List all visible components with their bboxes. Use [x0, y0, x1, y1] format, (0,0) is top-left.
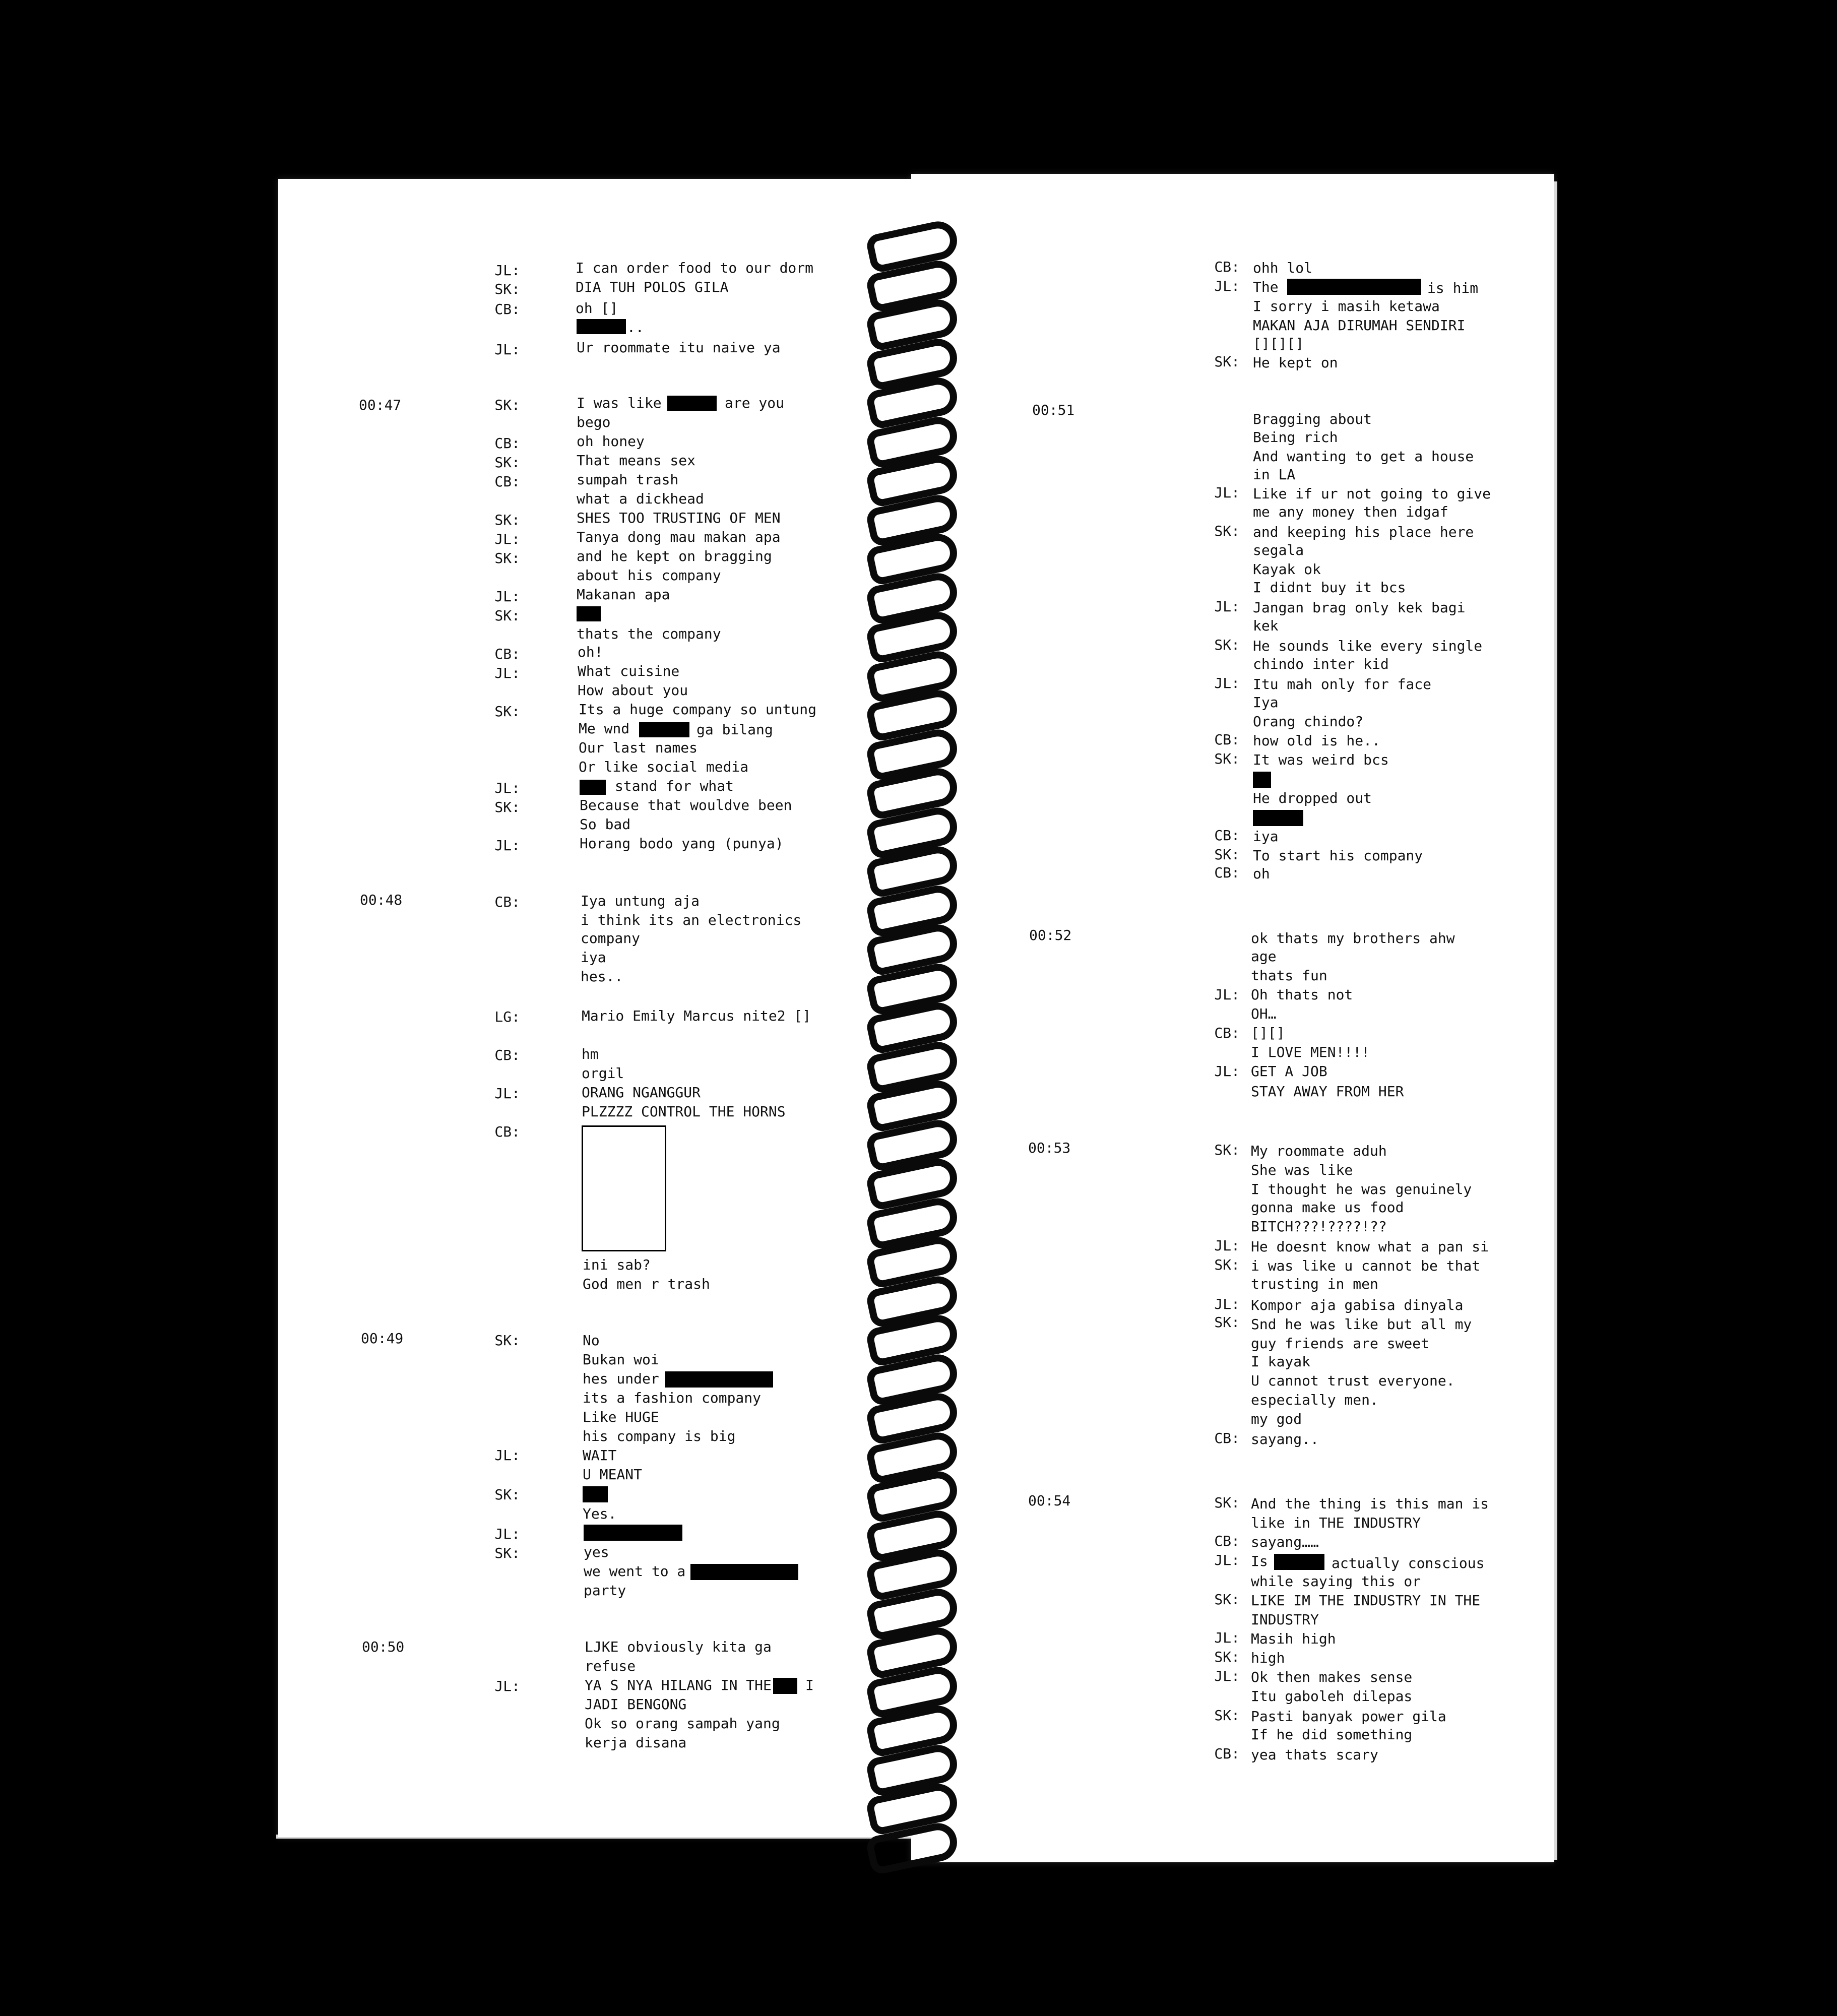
chat-line: Pasti banyak power gila [1251, 1708, 1446, 1725]
chat-line: thats the company [577, 625, 721, 642]
chat-line: me any money then idgaf [1253, 503, 1448, 520]
chat-line: He doesnt know what a pan si [1251, 1238, 1489, 1255]
chat-line: LJKE obviously kita ga [585, 1639, 772, 1655]
chat-line: Our last names [579, 739, 698, 756]
chat-line: If he did something [1251, 1726, 1413, 1743]
chat-line: sayang…… [1251, 1534, 1319, 1550]
chat-line: I [805, 1677, 814, 1693]
speaker-label: JL: [1214, 278, 1240, 294]
chat-line: party [584, 1582, 626, 1599]
chat-line: No [583, 1332, 600, 1349]
timestamp: 00:50 [362, 1639, 405, 1655]
chat-line: How about you [578, 682, 688, 699]
chat-line: That means sex [577, 452, 696, 469]
chat-line: Kayak ok [1253, 561, 1321, 578]
chat-line: refuse [585, 1658, 636, 1674]
redaction-bar [639, 722, 689, 737]
speaker-label: SK: [494, 1486, 520, 1503]
speaker-label: JL: [494, 1678, 520, 1694]
chat-line: I can order food to our dorm [576, 260, 814, 276]
speaker-label: JL: [1214, 484, 1240, 501]
chat-line: my god [1251, 1411, 1302, 1427]
chat-line: I didnt buy it bcs [1253, 579, 1406, 596]
speaker-label: SK: [494, 607, 520, 624]
speaker-label: JL: [494, 588, 520, 605]
speaker-label: SK: [1214, 353, 1240, 370]
speaker-label: JL: [494, 1447, 520, 1464]
speaker-label: SK: [1214, 523, 1240, 539]
speaker-label: CB: [1214, 1533, 1240, 1549]
speaker-label: CB: [1214, 259, 1240, 275]
chat-line: Its a huge company so untung [579, 701, 817, 718]
chat-line: Oh thats not [1251, 986, 1353, 1003]
chat-line: BITCH???!????!?? [1251, 1218, 1387, 1235]
speaker-label: JL: [1214, 1552, 1240, 1568]
redaction-bar [667, 396, 717, 411]
chat-line: YA S NYA HILANG IN THE [585, 1677, 772, 1693]
chat-line: iya [581, 949, 606, 966]
chat-line: sayang.. [1251, 1431, 1319, 1447]
speaker-label: SK: [1214, 846, 1240, 863]
image-placeholder [582, 1125, 666, 1251]
speaker-label: JL: [1214, 1237, 1240, 1254]
chat-line: Is [1251, 1553, 1268, 1569]
chat-line: Iya untung aja [581, 893, 700, 909]
speaker-label: JL: [1214, 1063, 1240, 1080]
chat-line: LIKE IM THE INDUSTRY IN THE [1251, 1592, 1481, 1609]
chat-line: thats fun [1251, 967, 1327, 984]
speaker-label: SK: [494, 512, 520, 528]
chat-line: Orang chindo? [1253, 713, 1364, 730]
chat-line: hm [582, 1046, 599, 1062]
chat-line: Iya [1253, 694, 1279, 711]
speaker-label: CB: [494, 435, 520, 452]
chat-line: are you [725, 395, 785, 411]
chat-line: I thought he was genuinely [1251, 1181, 1472, 1198]
speaker-label: CB: [494, 473, 520, 490]
chat-line: age [1251, 948, 1277, 965]
chat-line: company [581, 930, 641, 947]
speaker-label: SK: [1214, 1591, 1240, 1608]
redaction-bar [690, 1564, 798, 1580]
speaker-label: SK: [494, 281, 520, 297]
chat-line: Horang bodo yang (punya) [580, 835, 784, 852]
chat-line: kerja disana [585, 1734, 687, 1751]
speaker-label: SK: [1214, 1256, 1240, 1273]
speaker-label: JL: [494, 531, 520, 547]
chat-line: Or like social media [579, 759, 749, 775]
speaker-label: JL: [494, 780, 520, 796]
chat-line: i think its an electronics [581, 912, 802, 928]
chat-line: ga bilang [696, 721, 773, 738]
speaker-label: JL: [494, 837, 520, 854]
chat-line: U MEANT [583, 1466, 643, 1483]
chat-line: OH… [1251, 1005, 1277, 1022]
speaker-label: JL: [1214, 598, 1240, 615]
speaker-label: SK: [1214, 1314, 1240, 1331]
chat-line: SHES TOO TRUSTING OF MEN [577, 510, 781, 526]
chat-line: ORANG NGANGGUR [582, 1084, 701, 1101]
timestamp: 00:47 [359, 397, 402, 413]
chat-line: its a fashion company [583, 1390, 762, 1406]
chat-line: Yes. [583, 1505, 617, 1522]
chat-line: bego [577, 414, 611, 430]
chat-line: Snd he was like but all my [1251, 1316, 1472, 1333]
speaker-label: SK: [494, 454, 520, 471]
redaction-bar [1287, 279, 1421, 295]
chat-line: GET A JOB [1251, 1063, 1327, 1080]
chat-line: yes [584, 1544, 609, 1560]
speaker-label: SK: [1214, 1494, 1240, 1511]
chat-line: I was like [577, 395, 662, 411]
chat-line: To start his company [1253, 847, 1423, 864]
speaker-label: SK: [1214, 637, 1240, 653]
chat-line: DIA TUH POLOS GILA [576, 279, 729, 295]
chat-line: Because that wouldve been [580, 797, 792, 813]
chat-line: Being rich [1253, 429, 1338, 446]
chat-line: .. [627, 319, 644, 336]
chat-line: orgil [582, 1065, 624, 1082]
chat-line: and keeping his place here [1253, 524, 1474, 540]
chat-line: in LA [1253, 466, 1296, 483]
chat-line: Kompor aja gabisa dinyala [1251, 1297, 1464, 1313]
timestamp: 00:51 [1032, 402, 1075, 418]
chat-line: She was like [1251, 1162, 1353, 1178]
chat-line: is him [1427, 280, 1479, 296]
speaker-label: JL: [1214, 1296, 1240, 1312]
speaker-label: JL: [494, 1526, 520, 1542]
speaker-label: JL: [1214, 675, 1240, 691]
chat-line: and he kept on bragging [577, 548, 772, 564]
chat-line: Mario Emily Marcus nite2 [] [582, 1007, 811, 1024]
chat-line: yea thats scary [1251, 1746, 1378, 1763]
speaker-label: SK: [1214, 1707, 1240, 1724]
chat-line: i was like u cannot be that [1251, 1257, 1481, 1274]
chat-line: chindo inter kid [1253, 656, 1389, 672]
chat-line: Jangan brag only kek bagi [1253, 599, 1466, 616]
timestamp: 00:48 [360, 892, 403, 908]
redaction-bar [665, 1371, 773, 1388]
redaction-bar [1253, 810, 1303, 826]
redaction-bar [1253, 772, 1271, 788]
timestamp: 00:53 [1028, 1140, 1071, 1156]
chat-line: about his company [577, 567, 721, 584]
speaker-label: CB: [494, 1047, 520, 1063]
chat-line: INDUSTRY [1251, 1611, 1319, 1628]
speaker-label: JL: [1214, 1668, 1240, 1684]
chat-line: What cuisine [578, 663, 680, 679]
chat-line: sumpah trash [577, 471, 679, 488]
speaker-label: SK: [494, 703, 520, 720]
chat-line: his company is big [583, 1428, 736, 1444]
speaker-label: SK: [494, 397, 520, 413]
speaker-label: CB: [494, 301, 520, 318]
redaction-bar [773, 1678, 797, 1694]
timestamp: 00:49 [361, 1330, 404, 1347]
chat-line: Ok then makes sense [1251, 1669, 1413, 1685]
chat-line: actually conscious [1332, 1555, 1485, 1571]
chat-line: Ok so orang sampah yang [585, 1715, 780, 1732]
chat-line: Masih high [1251, 1630, 1336, 1647]
speaker-label: SK: [1214, 1142, 1240, 1158]
timestamp: 00:54 [1028, 1492, 1071, 1509]
chat-line: He dropped out [1253, 790, 1372, 806]
chat-line: So bad [580, 816, 631, 833]
chat-line: high [1251, 1650, 1285, 1666]
speaker-label: SK: [494, 799, 520, 815]
chat-line: we went to a [584, 1563, 686, 1580]
speaker-label: CB: [1214, 731, 1240, 748]
chat-line: Bragging about [1253, 411, 1372, 427]
speaker-label: CB: [1214, 827, 1240, 844]
chat-line: trusting in men [1251, 1276, 1378, 1292]
chat-line: The [1253, 279, 1279, 295]
speaker-label: JL: [494, 665, 520, 681]
chat-line: what a dickhead [577, 490, 704, 507]
left-page [278, 179, 912, 1837]
redaction-bar [583, 1486, 608, 1502]
chat-line: WAIT [583, 1447, 617, 1464]
redaction-bar [577, 606, 601, 621]
chat-line: ini sab? [583, 1256, 651, 1273]
chat-line: segala [1253, 542, 1304, 558]
chat-line: stand for what [615, 778, 734, 794]
chat-line: Like HUGE [583, 1409, 659, 1425]
chat-line: Bukan woi [583, 1351, 659, 1368]
speaker-label: LG: [494, 1009, 520, 1025]
chat-line: I sorry i masih ketawa [1253, 298, 1440, 314]
chat-line: how old is he.. [1253, 732, 1380, 749]
speaker-label: CB: [494, 646, 520, 662]
chat-line: hes under [583, 1370, 659, 1387]
chat-line: hes.. [581, 968, 623, 985]
chat-line: [][] [1251, 1025, 1285, 1041]
chat-line: [][][] [1253, 335, 1304, 352]
speaker-label: CB: [1214, 1745, 1240, 1762]
speaker-label: JL: [494, 1085, 520, 1102]
chat-line: He kept on [1253, 354, 1338, 371]
chat-line: oh! [578, 644, 603, 660]
redaction-bar [1274, 1554, 1324, 1570]
chat-line: oh [1253, 865, 1270, 882]
speaker-label: SK: [1214, 1649, 1240, 1665]
chat-line: ohh lol [1253, 260, 1313, 276]
chat-line: STAY AWAY FROM HER [1251, 1083, 1404, 1100]
chat-line: JADI BENGONG [585, 1696, 687, 1713]
chat-line: Tanya dong mau makan apa [577, 529, 781, 545]
redaction-bar [580, 780, 606, 795]
chat-line: MAKAN AJA DIRUMAH SENDIRI [1253, 317, 1466, 334]
chat-line: ok thats my brothers ahw [1251, 930, 1455, 947]
chat-line: oh honey [577, 433, 645, 450]
redaction-bar [577, 319, 626, 334]
speaker-label: CB: [1214, 864, 1240, 881]
speaker-label: SK: [494, 1545, 520, 1561]
speaker-label: JL: [1214, 1629, 1240, 1646]
chat-line: Itu mah only for face [1253, 676, 1432, 692]
speaker-label: CB: [494, 1123, 520, 1140]
speaker-label: SK: [1214, 750, 1240, 767]
chat-line: like in THE INDUSTRY [1251, 1515, 1421, 1531]
chat-line: iya [1253, 828, 1279, 845]
chat-line: It was weird bcs [1253, 751, 1389, 768]
chat-line: I kayak [1251, 1353, 1311, 1370]
speaker-label: SK: [494, 550, 520, 566]
chat-line: Me wnd [579, 720, 630, 737]
redaction-bar [584, 1525, 682, 1541]
speaker-label: SK: [494, 1332, 520, 1349]
chat-line: God men r trash [583, 1276, 710, 1292]
speaker-label: JL: [494, 262, 520, 279]
chat-line: U cannot trust everyone. [1251, 1372, 1455, 1389]
chat-line: kek [1253, 617, 1279, 634]
chat-line: Makanan apa [577, 586, 670, 603]
right-page [911, 174, 1554, 1862]
chat-line: oh [] [576, 300, 618, 317]
chat-line: guy friends are sweet [1251, 1335, 1430, 1352]
chat-line: Ur roommate itu naive ya [577, 339, 781, 356]
chat-line: My roommate aduh [1251, 1143, 1387, 1159]
speaker-label: CB: [494, 894, 520, 910]
chat-line: PLZZZZ CONTROL THE HORNS [582, 1103, 786, 1120]
chat-line: I LOVE MEN!!!! [1251, 1044, 1370, 1060]
chat-line: Like if ur not going to give [1253, 485, 1491, 502]
speaker-label: CB: [1214, 1430, 1240, 1446]
speaker-label: JL: [1214, 986, 1240, 1003]
chat-line: He sounds like every single [1253, 638, 1483, 654]
chat-line: while saying this or [1251, 1573, 1421, 1590]
chat-line: gonna make us food [1251, 1199, 1404, 1216]
chat-line: Itu gaboleh dilepas [1251, 1688, 1413, 1705]
chat-line: especially men. [1251, 1392, 1378, 1408]
chat-line: And the thing is this man is [1251, 1495, 1489, 1512]
timestamp: 00:52 [1029, 927, 1072, 943]
chat-line: And wanting to get a house [1253, 448, 1474, 465]
speaker-label: CB: [1214, 1025, 1240, 1041]
speaker-label: JL: [494, 341, 520, 358]
